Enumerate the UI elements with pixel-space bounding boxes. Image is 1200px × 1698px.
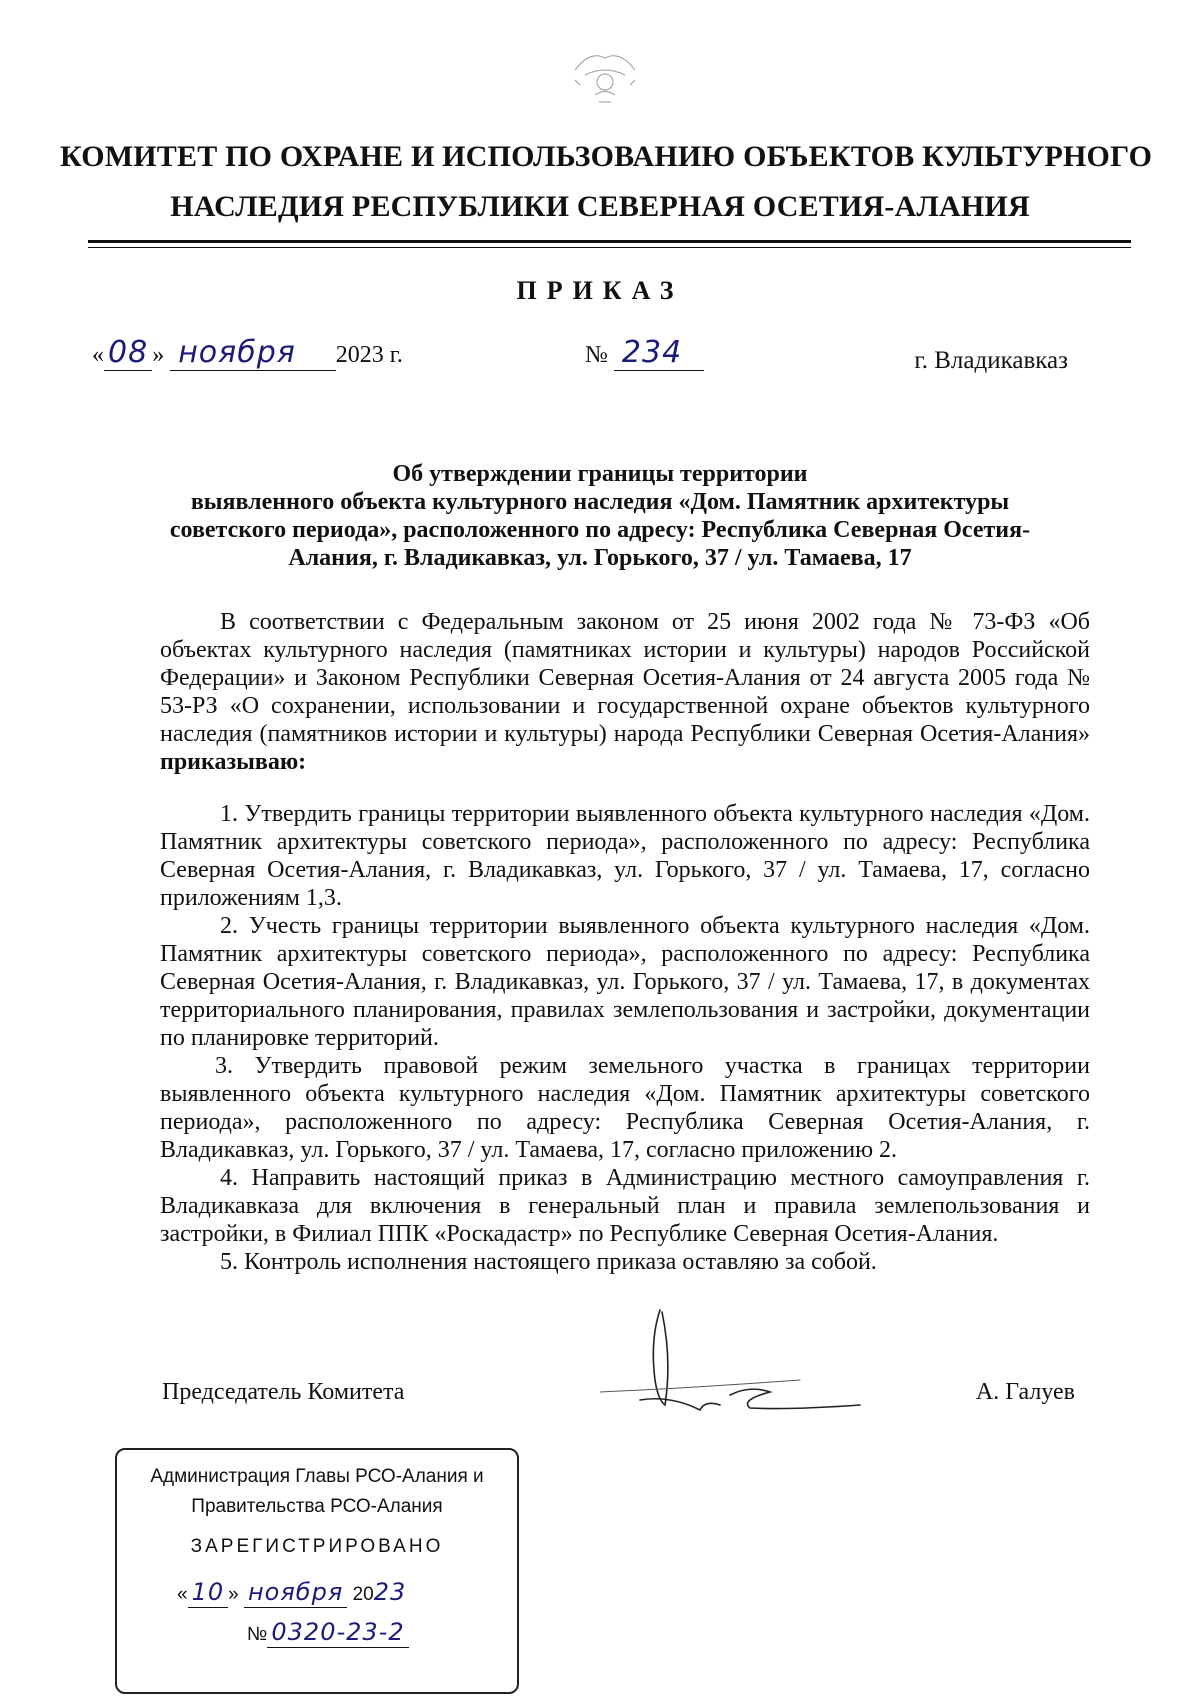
date-close-quote: » bbox=[152, 342, 165, 368]
registration-stamp bbox=[115, 1448, 519, 1694]
preamble-paragraph bbox=[160, 608, 1090, 776]
order-item: 4. Направить настоящий приказ в Администрацию местного самоуправления г. Владикавказа для включения в генеральный план и правила землепользования и застройки, в Филиал ППК «Роскадастр» по Республике Северная Осетия-Алания. bbox=[160, 1165, 1090, 1247]
subject-line: советского периода», расположенного по адресу: Республика Северная Осетия- bbox=[169, 517, 1031, 543]
signer-name: А. Галуев bbox=[975, 1379, 1075, 1405]
stamp-date-close-quote: » bbox=[228, 1584, 239, 1605]
order-word: приказываю: bbox=[160, 749, 307, 775]
number-prefix: № bbox=[585, 342, 608, 368]
signer-position: Председатель Комитета bbox=[162, 1379, 405, 1405]
stamp-number bbox=[247, 1620, 409, 1648]
order-item: 5. Контроль исполнения настоящего приказа оставляю за собой. bbox=[220, 1249, 877, 1275]
stamp-date-open-quote: « bbox=[177, 1584, 188, 1605]
stamp-date-day-handwritten: 10 bbox=[191, 1578, 225, 1606]
order-items bbox=[160, 800, 1090, 1276]
stamp-date-month-handwritten: ноября bbox=[247, 1578, 344, 1606]
organization-name-line-2: НАСЛЕДИЯ РЕСПУБЛИКИ СЕВЕРНАЯ ОСЕТИЯ-АЛАНИЯ bbox=[170, 190, 1030, 223]
date-day-handwritten: 08 bbox=[108, 335, 149, 370]
organization-name-line-1: КОМИТЕТ ПО ОХРАНЕ И ИСПОЛЬЗОВАНИЮ ОБЪЕКТОВ КУЛЬТУРНОГО bbox=[60, 140, 1153, 173]
order-number bbox=[585, 335, 704, 371]
date-month-handwritten: ноября bbox=[178, 335, 296, 370]
date-year: 2023 г. bbox=[335, 342, 403, 368]
order-item: 1. Утвердить границы территории выявленного объекта культурного наследия «Дом. Памятник архитектуры советского периода», расположенного по адресу: Республика Северная Осетия-Алания, г. Владикавказ, ул. Горького, 37 / ул. Тамаева, 17, согласно приложениям 1,3. bbox=[160, 801, 1090, 911]
city-name: г. Владикавказ bbox=[914, 347, 1068, 374]
document-title: ПРИКАЗ bbox=[516, 276, 684, 305]
stamp-date bbox=[177, 1578, 406, 1608]
stamp-authority-line-2: Правительства РСО-Алания bbox=[191, 1496, 443, 1517]
header-divider-thin bbox=[88, 247, 1131, 248]
order-subject bbox=[140, 460, 1060, 572]
stamp-date-year-handwritten: 23 bbox=[373, 1578, 407, 1606]
stamp-number-prefix: № bbox=[247, 1624, 268, 1645]
preamble-text: В соответствии с Федеральным законом от 25 июня 2002 года № 73-ФЗ «Об объектах культурного наследия (памятниках истории и культуры) народов Российской Федерации» и Законом Республики Северная Осетия-Алания от 24 августа 2005 года № 53-РЗ «О сохранении, использовании и государственной охране объектов культурного наследия (памятников истории и культуры) народа Республики Северная Осетия-Алания» bbox=[160, 609, 1090, 747]
subject-line: Об утверждении границы территории bbox=[392, 461, 808, 487]
order-date bbox=[92, 335, 403, 371]
order-item: 2. Учесть границы территории выявленного объекта культурного наследия «Дом. Памятник архитектуры советского периода», расположенного по адресу: Республика Северная Осетия-Алания, г. Владикавказ, ул. Горького, 37 / ул. Тамаева, 17, в документах территориального планирования, правилах землепользования и застройки, документации по планировке территорий. bbox=[160, 913, 1090, 1051]
stamp-date-year-prefix: 20 bbox=[352, 1584, 374, 1605]
stamp-registered-label: ЗАРЕГИСТРИРОВАНО bbox=[190, 1536, 444, 1557]
handwritten-signature bbox=[600, 1300, 880, 1440]
date-open-quote: « bbox=[92, 342, 104, 368]
header-divider-thick bbox=[88, 240, 1131, 243]
stamp-number-handwritten: 0320-23-2 bbox=[271, 1618, 405, 1646]
order-number-handwritten: 234 bbox=[621, 335, 683, 370]
order-item: 3. Утвердить правовой режим земельного участка в границах территории выявленного объекта культурного наследия «Дом. Памятник архитектуры советского периода», расположенного по адресу: Республика Северная Осетия-Алания, г. Владикавказ, ул. Горького, 37 / ул. Тамаева, 17, согласно приложению 2. bbox=[160, 1053, 1090, 1163]
subject-line: Алания, г. Владикавказ, ул. Горького, 37 / ул. Тамаева, 17 bbox=[288, 545, 912, 571]
subject-line: выявленного объекта культурного наследия «Дом. Памятник архитектуры bbox=[190, 489, 1010, 515]
stamp-authority-line-1: Администрация Главы РСО-Алания и bbox=[150, 1466, 484, 1487]
coat-of-arms-emblem bbox=[555, 40, 655, 120]
